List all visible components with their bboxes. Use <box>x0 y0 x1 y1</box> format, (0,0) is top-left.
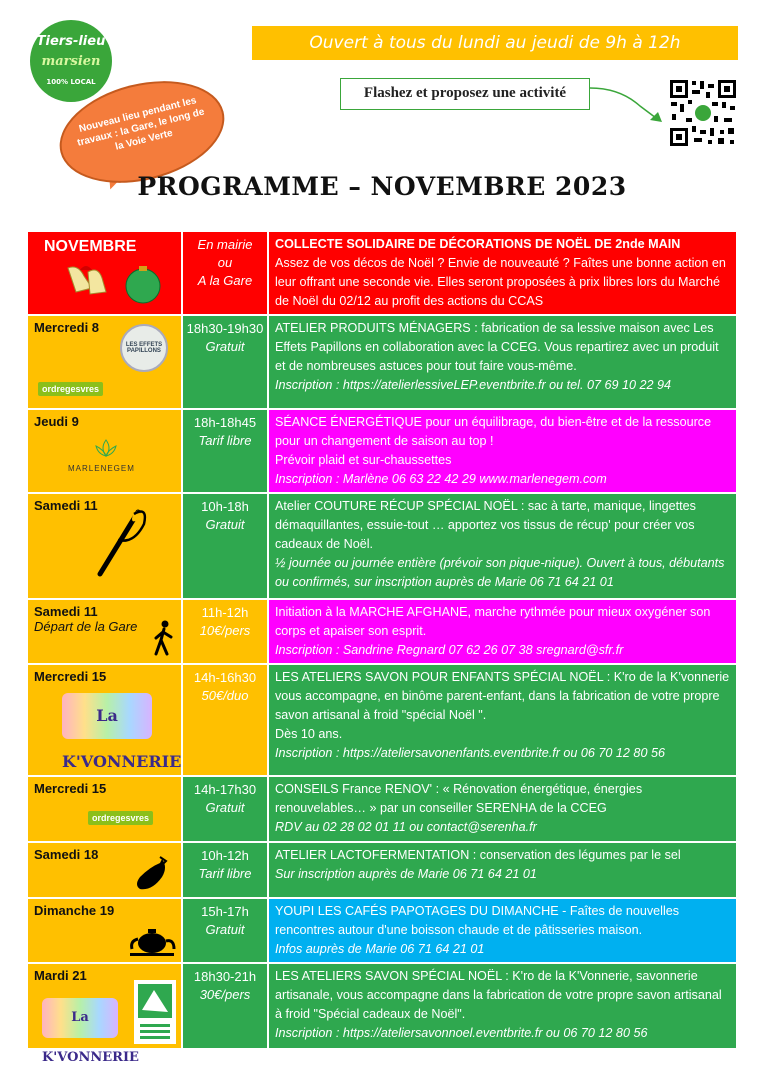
time-cell <box>182 776 268 842</box>
date-cell <box>27 315 182 409</box>
tiers-lieu-logo <box>30 20 112 102</box>
row-info: Inscription : https://ateliersavonenfants.eventbrite.fr ou 06 70 12 80 56 <box>275 746 665 760</box>
date-cell <box>27 842 182 898</box>
row-price: Gratuit <box>205 517 245 532</box>
row-time: 18h30-19h30 <box>186 321 264 336</box>
row-date: Dimanche 19 <box>34 903 115 918</box>
walking-person-icon <box>152 620 176 656</box>
time-cell <box>182 599 268 664</box>
row-price: Tarif libre <box>198 866 252 881</box>
lotus-icon <box>76 438 136 460</box>
date-cell <box>27 898 182 963</box>
kvonnerie-logo: La K'VONNERIE <box>42 998 118 1038</box>
date-cell <box>27 963 182 1065</box>
time-cell <box>182 409 268 493</box>
eggplant-icon <box>132 855 172 893</box>
time-line3: A la Gare <box>197 273 253 288</box>
table-row <box>27 776 737 842</box>
departement-logo <box>134 980 176 1044</box>
row-title: ATELIER PRODUITS MÉNAGERS : fabrication de sa lessive maison avec Les Effets Papillons en collaboration avec la CCEG. Vous repartirez avec un produit et de nombreuses astuces pour tout faire vous-même. <box>275 321 719 373</box>
row-title: COLLECTE SOLIDAIRE DE DÉCORATIONS DE NOËL DE 2nde MAIN <box>275 237 681 251</box>
row-time: 15h-17h <box>201 904 249 919</box>
logo-line1: Tiers-lieu <box>36 34 106 49</box>
row-time: 18h-18h45 <box>193 415 257 430</box>
time-line1: En mairie <box>197 237 253 252</box>
row-time: 10h-12h <box>201 848 249 863</box>
logo-line3: 100% LOCAL <box>46 78 96 86</box>
desc-cell <box>268 664 737 776</box>
desc-cell <box>268 315 737 409</box>
table-row <box>27 493 737 599</box>
desc-cell <box>268 842 737 898</box>
row-info: Inscription : https://atelierlessiveLEP.eventbrite.fr ou tel. 07 69 10 22 94 <box>275 378 672 392</box>
row-price: Gratuit <box>205 800 245 815</box>
row-info: Sur inscription auprès de Marie 06 71 64 21 01 <box>275 867 537 881</box>
sewing-needle-icon <box>94 504 148 578</box>
row-date: Samedi 11 <box>34 498 98 513</box>
row-title: Initiation à la MARCHE AFGHANE, marche rythmée pour mieux oxygéner son corps et apaiser son esprit. <box>275 605 711 638</box>
arrow-icon <box>590 86 670 126</box>
time-cell <box>182 898 268 963</box>
row-time: 10h-18h <box>201 499 249 514</box>
row-desc: Assez de vos décos de Noël ? Envie de nouveauté ? Faîtes une bonne action en leur offrant une seconde vie. Elles seront proposées à prix libres lors du Marché de Noël du 02/12 au profit des actions du CCAS <box>275 256 726 308</box>
row-info: ½ journée ou journée entière (prévoir son pique-nique). Ouvert à tous, débutants ou confirmés, sur inscription auprès de Marie 06 71 64 21 01 <box>275 556 725 589</box>
row-price: 10€/pers <box>199 623 251 638</box>
time-line2: ou <box>217 255 233 270</box>
bubble-text: Nouveau lieu pendant les travaux : la Gare, le long de la Voie Verte <box>76 95 206 153</box>
row-title: LES ATELIERS SAVON SPÉCIAL NOËL : K'ro de la K'Vonnerie, savonnerie artisanale, vous accompagne dans la fabrication de votre propre savon artisanal à froid "Spécial cadeaux de Noël". <box>275 969 722 1021</box>
row-title: YOUPI LES CAFÉS PAPOTAGES DU DIMANCHE - Faîtes de nouvelles rencontres autour d'une boisson chaude et de pâtisseries maison. <box>275 904 680 937</box>
row-info: Inscription : https://ateliersavonnoel.eventbrite.fr ou 06 70 12 80 56 <box>275 1026 648 1040</box>
desc-cell <box>268 231 737 315</box>
table-row <box>27 898 737 963</box>
desc-cell <box>268 963 737 1049</box>
table-row <box>27 231 737 315</box>
row-price: 30€/pers <box>199 987 251 1002</box>
row-date: Mercredi 15 <box>34 669 107 684</box>
time-cell <box>182 493 268 599</box>
table-row <box>27 599 737 664</box>
effets-papillons-logo: LES EFFETS PAPILLONS <box>120 324 168 372</box>
table-row <box>27 409 737 493</box>
time-cell <box>182 231 268 315</box>
qr-code-icon[interactable] <box>668 78 738 148</box>
row-title: CONSEILS France RENOV' : « Rénovation énergétique, énergies renouvelables… » par un conseiller SERENHA de la CCEG <box>275 782 643 815</box>
desc-cell <box>268 409 737 493</box>
row-info: RDV au 02 28 02 01 11 ou contact@serenha.fr <box>275 820 537 834</box>
row-time: 18h30-21h <box>193 969 257 984</box>
date-cell <box>27 493 182 599</box>
logo-line2: marsien <box>41 54 101 69</box>
row-time: 11h-12h <box>201 605 249 620</box>
ordregesvres-logo: ordregesvres <box>88 811 153 825</box>
row-extra: Dès 10 ans. <box>275 727 343 741</box>
row-price: Tarif libre <box>198 433 252 448</box>
date-cell <box>27 776 182 842</box>
table-row <box>27 842 737 898</box>
desc-cell <box>268 776 737 842</box>
table-row <box>27 664 737 776</box>
date-cell <box>27 599 182 664</box>
desc-cell <box>268 493 737 599</box>
programme-table <box>26 230 738 1065</box>
row-title: ATELIER LACTOFERMENTATION : conservation des légumes par le sel <box>275 848 681 862</box>
date-cell <box>27 664 182 776</box>
marlenegem-logo: MARLENEGEM <box>68 464 135 473</box>
teapot-icon <box>128 921 176 957</box>
page-title: PROGRAMME – NOVEMBRE 2023 <box>137 172 627 201</box>
time-cell <box>182 842 268 898</box>
ordregesvres-logo: ordregesvres <box>38 382 103 396</box>
desc-cell <box>268 599 737 664</box>
row-info: Infos auprès de Marie 06 71 64 21 01 <box>275 942 485 956</box>
row-price: Gratuit <box>205 922 245 937</box>
row-date-sub: Départ de la Gare <box>34 619 138 634</box>
row-info: Inscription : Marlène 06 63 22 42 29 www.marlenegem.com <box>275 472 607 486</box>
time-cell <box>182 664 268 776</box>
table-row <box>27 315 737 409</box>
row-date: Mercredi 15 <box>34 781 107 796</box>
row-date: Jeudi 9 <box>34 414 79 429</box>
row-date: NOVEMBRE <box>44 238 137 255</box>
row-date: Samedi 11 <box>34 604 98 619</box>
row-time: 14h-17h30 <box>193 782 257 797</box>
date-cell <box>27 409 182 493</box>
row-time: 14h-16h30 <box>193 670 257 685</box>
row-date: Mardi 21 <box>34 968 87 983</box>
time-cell <box>182 315 268 409</box>
row-price: Gratuit <box>205 339 245 354</box>
desc-cell <box>268 898 737 963</box>
row-date: Samedi 18 <box>34 847 99 862</box>
time-cell <box>182 963 268 1049</box>
row-title: Atelier COUTURE RÉCUP SPÉCIAL NOËL : sac à tarte, manique, lingettes démaquillantes, essuie-tout … apportez vos tissus de récup' pour créer vos cadeaux de Noël. <box>275 499 696 551</box>
hours-banner: Ouvert à tous du lundi au jeudi de 9h à 12h <box>252 26 738 60</box>
christmas-bells-icon <box>58 260 168 306</box>
kvonnerie-logo: La K'VONNERIE <box>62 693 152 739</box>
row-info: Inscription : Sandrine Regnard 07 62 26 07 38 sregnard@sfr.fr <box>275 643 624 657</box>
row-extra: Prévoir plaid et sur-chaussettes <box>275 453 452 467</box>
table-row <box>27 963 737 1049</box>
row-title: LES ATELIERS SAVON POUR ENFANTS SPÉCIAL NOËL : K'ro de la K'vonnerie vous accompagne, en binôme parent-enfant, dans la fabrication de votre propre savon artisanal à froid "spécial Noël ". <box>275 670 730 722</box>
row-title: SÉANCE ÉNERGÉTIQUE pour un équilibrage, du bien-être et de la ressource pour un changement de saison au top ! <box>275 415 712 448</box>
date-cell <box>27 231 182 315</box>
flash-box: Flashez et proposez une activité <box>340 78 590 110</box>
row-date: Mercredi 8 <box>34 320 100 335</box>
row-price: 50€/duo <box>201 688 249 703</box>
